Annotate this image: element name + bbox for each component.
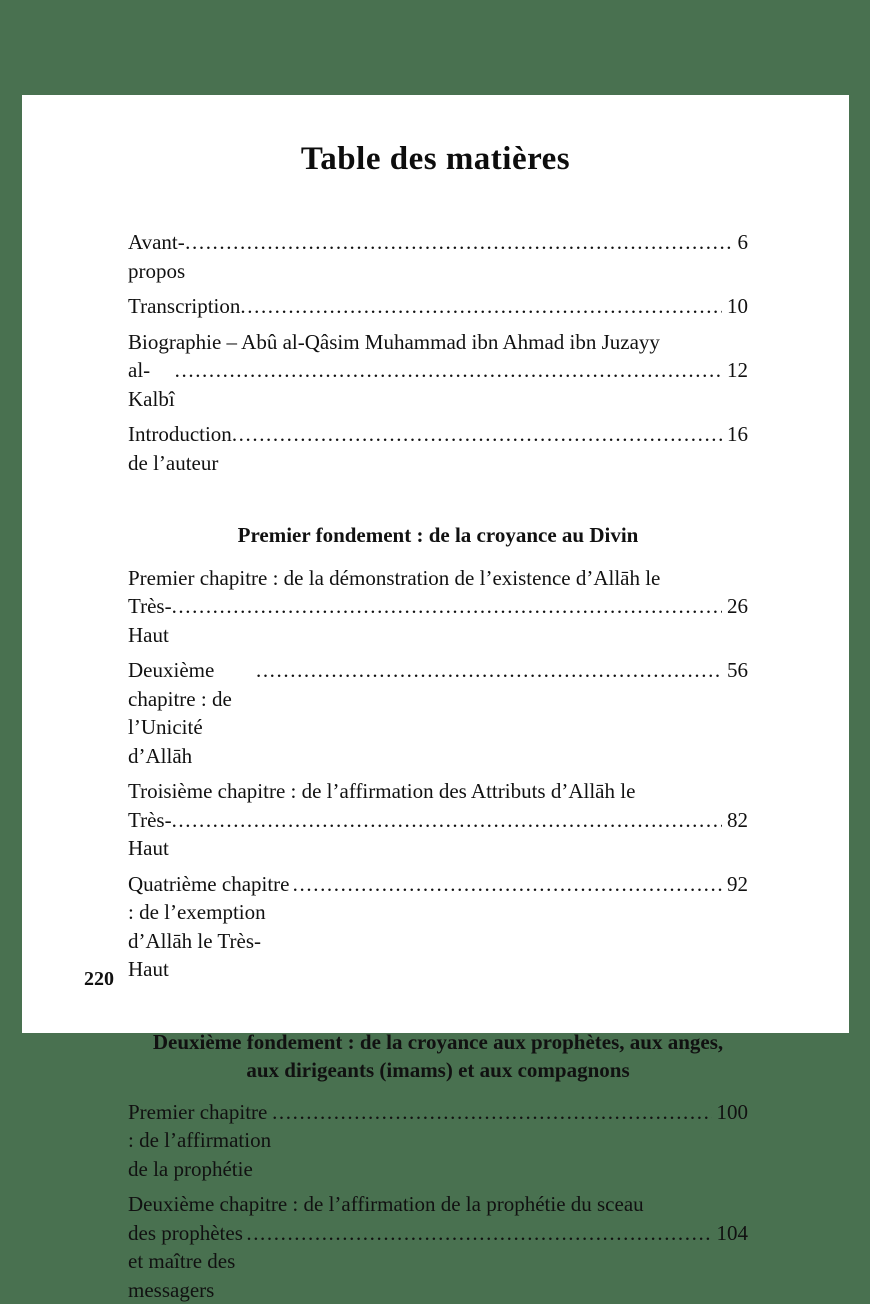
toc-entry-page: 100 (717, 1098, 749, 1127)
toc-entry-text: des prophètes et maître des messagers (128, 1219, 246, 1304)
toc-entry-page: 16 (727, 420, 748, 449)
dot-leader (272, 1098, 711, 1127)
toc-entry-text: al-Kalbî (128, 356, 175, 413)
book-page-number: 220 (84, 968, 114, 991)
toc-entry (128, 777, 748, 863)
dot-leader (246, 1219, 711, 1248)
toc-entry-text: Troisième chapitre : de l’affirmation des Attributs d’Allāh le (128, 777, 748, 806)
toc-entry (128, 870, 748, 984)
toc-entry-page: 12 (727, 356, 748, 385)
toc-entry-text: Deuxième chapitre : de l’affirmation de la prophétie du sceau (128, 1190, 748, 1219)
section-heading-line: aux dirigeants (imams) et aux compagnons (128, 1056, 748, 1085)
dot-leader (293, 870, 722, 899)
dot-leader (172, 592, 722, 621)
toc-entry-text: Deuxième chapitre : de l’Unicité d’Allāh (128, 656, 256, 770)
section-heading-line: Premier fondement : de la croyance au Divin (128, 521, 748, 550)
book-page (22, 95, 849, 1033)
toc-entry (128, 292, 748, 321)
toc-entry-text: Introduction de l’auteur (128, 420, 232, 477)
toc-entry (128, 1190, 748, 1304)
section-heading-first-fondement (128, 521, 748, 550)
toc-entry-page: 56 (727, 656, 748, 685)
toc-entry-text: Très-Haut (128, 592, 172, 649)
toc-entry-page: 92 (727, 870, 748, 899)
toc-entry-text: Très-Haut (128, 806, 172, 863)
toc-entry-page: 82 (727, 806, 748, 835)
section-heading-line: Deuxième fondement : de la croyance aux prophètes, aux anges, (128, 1028, 748, 1057)
table-of-contents (128, 228, 748, 1304)
dot-leader (175, 356, 722, 385)
toc-entry-page: 26 (727, 592, 748, 621)
toc-entry-text: Quatrième chapitre : de l’exemption d’Allāh le Très-Haut (128, 870, 293, 984)
toc-entry (128, 1098, 748, 1184)
toc-entry (128, 228, 748, 285)
toc-entry-text: Biographie – Abû al-Qâsim Muhammad ibn Ahmad ibn Juzayy (128, 328, 748, 357)
dot-leader (256, 656, 722, 685)
toc-entry (128, 564, 748, 650)
toc-entry-page: 6 (738, 228, 749, 257)
section-heading-second-fondement (128, 1028, 748, 1085)
toc-entry-text: Premier chapitre : de la démonstration de l’existence d’Allāh le (128, 564, 748, 593)
toc-entry-text: Transcription (128, 292, 240, 321)
toc-entry (128, 420, 748, 477)
toc-entry (128, 328, 748, 414)
dot-leader (185, 228, 732, 257)
toc-entry-page: 104 (717, 1219, 749, 1248)
dot-leader (172, 806, 722, 835)
dot-leader (240, 292, 722, 321)
toc-entry-text: Premier chapitre : de l’affirmation de la prophétie (128, 1098, 272, 1184)
page-title: Table des matières (22, 95, 849, 178)
toc-entry-text: Avant-propos (128, 228, 185, 285)
toc-entry-page: 10 (727, 292, 748, 321)
dot-leader (232, 420, 722, 449)
toc-entry (128, 656, 748, 770)
